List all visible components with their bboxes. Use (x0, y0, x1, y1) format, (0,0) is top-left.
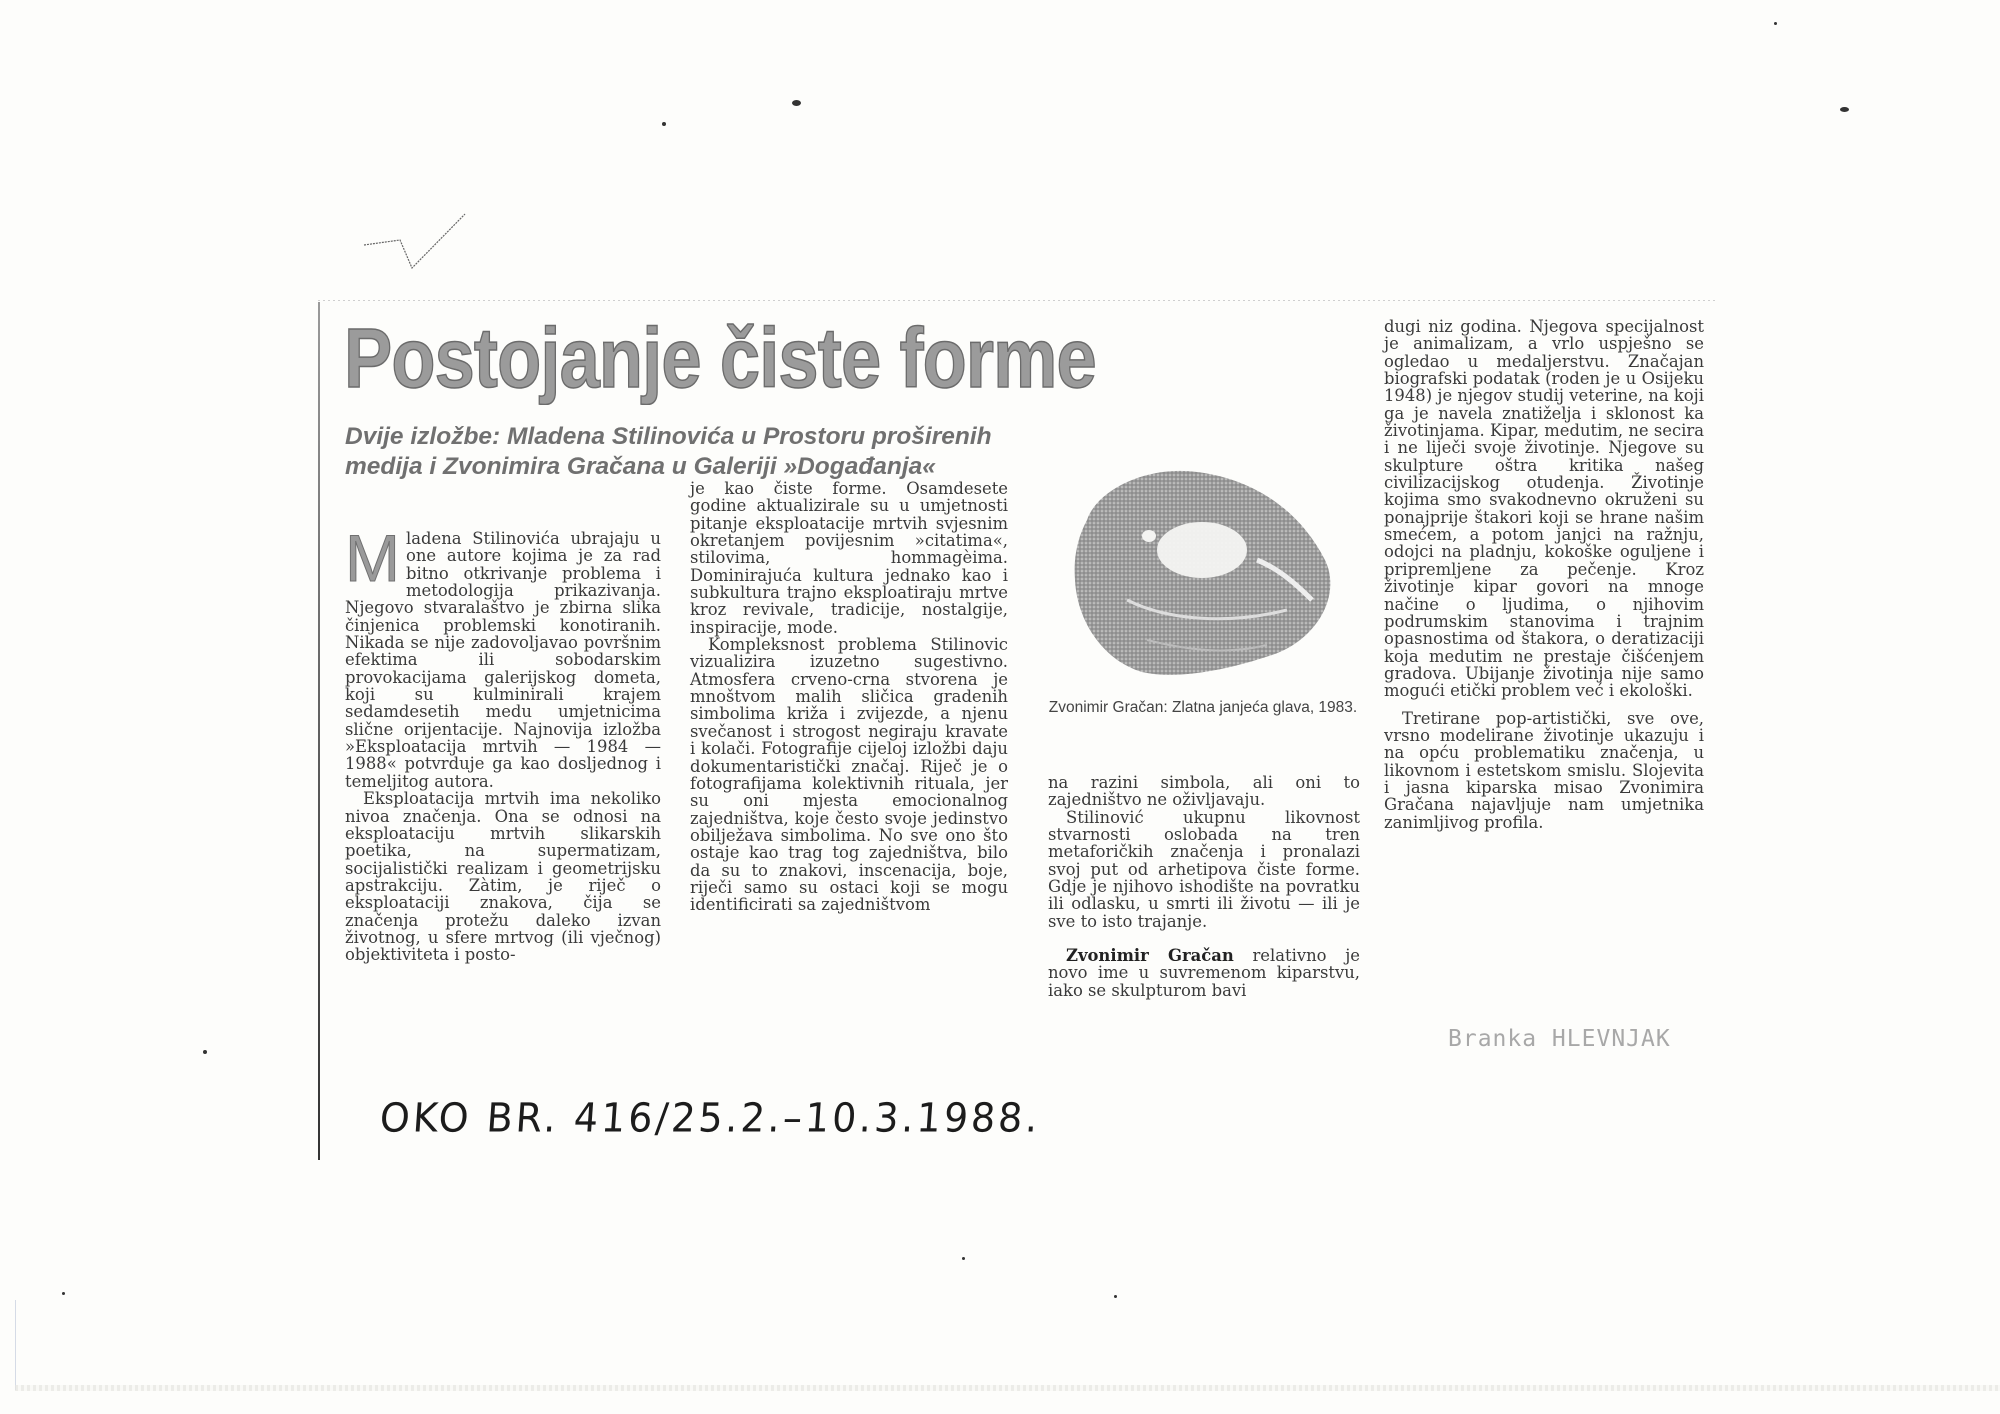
sculpture-photo (1057, 450, 1347, 690)
scan-edge-left (15, 1300, 16, 1390)
photo-caption: Zvonimir Gračan: Zlatna janjeća glava, 1983. (1048, 699, 1358, 716)
spacer (1048, 930, 1360, 947)
sculpture-photo-figure (1043, 450, 1363, 717)
dust-speck (662, 122, 666, 126)
clipping-top-border (318, 300, 1718, 301)
scan-edge-bottom (15, 1385, 2000, 1391)
newspaper-clipping (318, 298, 1718, 1160)
dust-speck (1774, 22, 1777, 25)
article-column-3 (1048, 774, 1360, 999)
dust-speck (1840, 107, 1849, 112)
article-column-1 (345, 521, 661, 965)
paragraph: Eksploatacija mrtvih ima nekoliko nivoa značenja. Ona se odnosi na eksploataciju mrtvih slikarskih poetika, na supermatizam, socijalistički realizam i geometrijsku apstrakciju. Zàtim, je riječ o eksploataciji znakova, čija se značenja protežu daleko izvan životnog, u sfere mrtvog (ili vječnog) objektiviteta i posto- (345, 789, 661, 965)
handwritten-source-note: OKO BR. 416/25.2.–10.3.1988. (378, 1094, 1043, 1142)
paragraph: na razini simbola, ali oni to zajedništvo ne oživljavaju. (1048, 773, 1360, 810)
article-column-4 (1384, 318, 1704, 831)
author-byline: Branka HLEVNJAK (1448, 1026, 1671, 1052)
dust-speck (62, 1292, 65, 1295)
paragraph: je kao čiste forme. Osamdesete godine aktualizirale su u umjetnosti pitanje eksploatacije mrtvih svjesnim okretanjem povijesnim »citatima«, stilovima, hommagèima. Dominirajuća kultura jednako kao i subkultura trajno eksploatiraju mrtve kroz revivale, tradicije, nostalgije, inspiracije, mode. (690, 479, 1008, 637)
artist-name-lead: Zvonimir Gračan (1066, 946, 1234, 966)
dust-speck (203, 1050, 207, 1054)
paragraph: Tretirane pop-artistički, sve ove, vrsno modelirane životinje ukazuju i na opću problematiku značenja, u likovnom i estetskom smislu. Slojevita i jasna kiparska misao Zvonimira Gračana najavljuje nam umjetnika zanimljivog profila. (1384, 708, 1704, 832)
pen-tick-mark (360, 200, 470, 280)
article-column-2 (690, 480, 1008, 914)
paragraph: Kompleksnost problema Stilinovic vizualizira izuzetno sugestivno. Atmosfera crveno-crna stvorena je mnoštvom malih sličica gradenih simbolima križa i zvijezde, a njenu svečanost i strogost negiraju kravate i kolači. Fotografije cijeloj izložbi daju dokumentaristički značaj. Riječ je o fotografijama kolektivnih rituala, jer su oni mjesta emocionalnog zajedništva, koje često svoje jedinstvo obilježava simbolima. No sve ono što ostaje kao trag tog zajedništva, bilo da su to znakovi, inscenacija, boje, riječi samo su ostaci koji se mogu identificirati sa zajedništvom (690, 635, 1008, 915)
dust-speck (792, 100, 801, 106)
drop-cap: M (345, 521, 400, 595)
paragraph-text: relativno je novo ime u suvremenom kiparstvu, iako se skulpturom bavi (1048, 946, 1361, 1000)
paragraph: Stilinović ukupnu likovnost stvarnosti oslobada na tren metaforičkih značenja i pronalazi svoj put od arhetipova čiste forme. Gdje je njihovo ishodište na povratku ili odlasku, u smrti ili životu — ili je sve to isto trajanje. (1048, 807, 1360, 931)
clipping-left-border (318, 302, 320, 1160)
dust-speck (962, 1257, 965, 1260)
headline: Postojanje čiste forme (344, 311, 1096, 405)
subheadline: Dvije izložbe: Mladena Stilinovića u Prostoru proširenih medija i Zvonimira Gračana u Galeriji »Događanja« (345, 423, 992, 480)
paragraph (1048, 947, 1360, 999)
paragraph: dugi niz godina. Njegova specijalnost je animalizam, a vrlo uspješno se ogledao u medaljerstvu. Značajan biografski podatak (roden je u Osijeku 1948) je njegov studij veterine, na koji ga je navela znatiželja i sklonost ka životinjama. Kipar, medutim, ne secira i ne liječi svoje životinje. Njegove su skulpture oštra kritika našeg civilizacijskog otudenja. Životinje kojima smo svakodnevno okruženi su ponajprije štakori koji se hrane našim smećem, a potom janjci na ražnju, odojci na pladnju, kokoške oguljene i pripremljene za pečenje. Kroz životinje kipar govori na mnoge načine o ljudima, o njihovim podrumskim stanovima i trajnim opasnostima od štakora, o deratizaciji koja medutim ne prestaje čišćenjem gradova. Ubijanje životinja nije samo mogući etički problem već i ekološki. (1384, 317, 1704, 701)
paragraph: ladena Stilinovića ubrajaju u one autore kojima je za rad bitno otkrivanje problema i metodologija prikazivanja. Njegovo stvaralaštvo je zbirna slika činjenica problemski konotiranih. Nikada se nije zadovoljavao površnim efektima ili sobodarskim provokacijama galerijskog dometa, koji su kulminirali krajem sedamdesetih medu umjetnicima slične orijentacije. Najnovija izložba »Eksploatacija mrtvih — 1984 — 1988« potvrduje ga kao dosljednog i temeljitog autora. (345, 529, 661, 791)
dust-speck (1114, 1295, 1117, 1298)
